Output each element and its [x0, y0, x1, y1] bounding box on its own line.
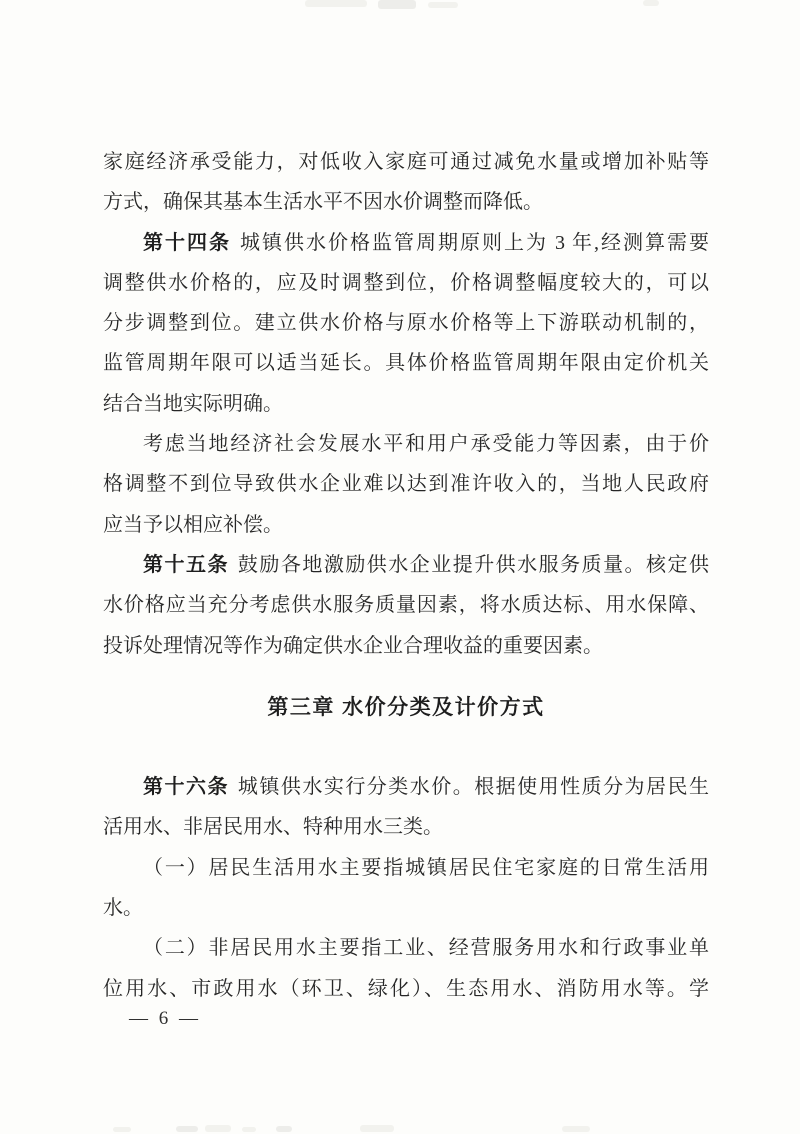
scan-artifact — [242, 1127, 256, 1132]
text-line — [103, 767, 709, 807]
line-text: 活用水、非居民用水、特种用水三类。 — [103, 816, 443, 839]
line-text: 城镇供水实行分类水价。根据使用性质分为居民生 — [237, 776, 709, 799]
document-body — [103, 142, 709, 1009]
scan-artifact — [428, 2, 458, 8]
scan-artifact — [276, 1126, 292, 1132]
line-text: 分步调整到位。建立供水价格与原水价格等上下游联动机制的， — [103, 312, 709, 335]
line-text: 监管周期年限可以适当延长。具体价格监管周期年限由定价机关 — [103, 352, 709, 375]
article-number: 第十四条 — [143, 231, 231, 254]
text-line — [103, 384, 709, 424]
line-text: 方式，确保其基本生活水平不因水价调整而降低。 — [103, 191, 543, 214]
text-line — [103, 263, 709, 303]
line-text: 调整供水价格的，应及时调整到位，价格调整幅度较大的，可以 — [103, 271, 709, 294]
text-line — [103, 807, 709, 847]
text-line — [103, 424, 709, 464]
page-number: — 6 — — [129, 1008, 201, 1029]
text-line — [103, 223, 709, 263]
line-text: 鼓励各地激励供水企业提升供水服务质量。核定供 — [237, 553, 709, 576]
line-text: 位用水、市政用水（环卫、绿化）、生态用水、消防用水等。学 — [103, 977, 709, 1000]
text-line — [103, 626, 709, 666]
scan-artifact — [305, 0, 367, 7]
line-text: 家庭经济承受能力，对低收入家庭可通过减免水量或增加补贴等 — [103, 151, 709, 173]
scan-artifact — [205, 1125, 231, 1132]
scan-artifact — [378, 0, 416, 9]
scan-artifact — [562, 1126, 590, 1132]
line-text: （一）居民生活用水主要指城镇居民住宅家庭的日常生活用 — [143, 856, 709, 879]
text-line — [103, 928, 709, 968]
line-text: 考虑当地经济社会发展水平和用户承受能力等因素，由于价 — [143, 433, 709, 456]
line-text: 城镇供水价格监管周期原则上为 3 年,经测算需要 — [240, 231, 709, 254]
text-line — [103, 585, 709, 625]
chapter-heading — [103, 688, 709, 728]
text-line — [103, 182, 709, 222]
text-line — [103, 848, 709, 888]
line-text: 投诉处理情况等作为确定供水企业合理收益的重要因素。 — [103, 634, 603, 657]
text-line — [103, 545, 709, 585]
line-text: 应当予以相应补偿。 — [103, 513, 283, 536]
text-line — [103, 969, 709, 1009]
scan-artifact — [360, 1125, 394, 1132]
line-text: （二）非居民用水主要指工业、经营服务用水和行政事业单 — [143, 937, 709, 960]
line-text: 水价格应当充分考虑供水服务质量因素，将水质达标、用水保障、 — [103, 594, 709, 617]
text-line — [103, 303, 709, 343]
line-text: 水。 — [103, 897, 143, 920]
article-number: 第十五条 — [143, 553, 229, 576]
text-line — [103, 505, 709, 545]
line-text: 结合当地实际明确。 — [103, 392, 283, 415]
scan-artifact — [643, 0, 659, 6]
line-text: 格调整不到位导致供水企业难以达到准许收入的，当地人民政府 — [103, 473, 709, 496]
scan-artifact — [113, 1127, 131, 1132]
text-line — [103, 464, 709, 504]
text-line — [103, 343, 709, 383]
text-line — [103, 142, 709, 182]
article-number: 第十六条 — [143, 776, 229, 799]
scan-artifact — [176, 1126, 198, 1132]
text-line — [103, 888, 709, 928]
chapter-heading-text: 第三章 水价分类及计价方式 — [267, 695, 545, 719]
